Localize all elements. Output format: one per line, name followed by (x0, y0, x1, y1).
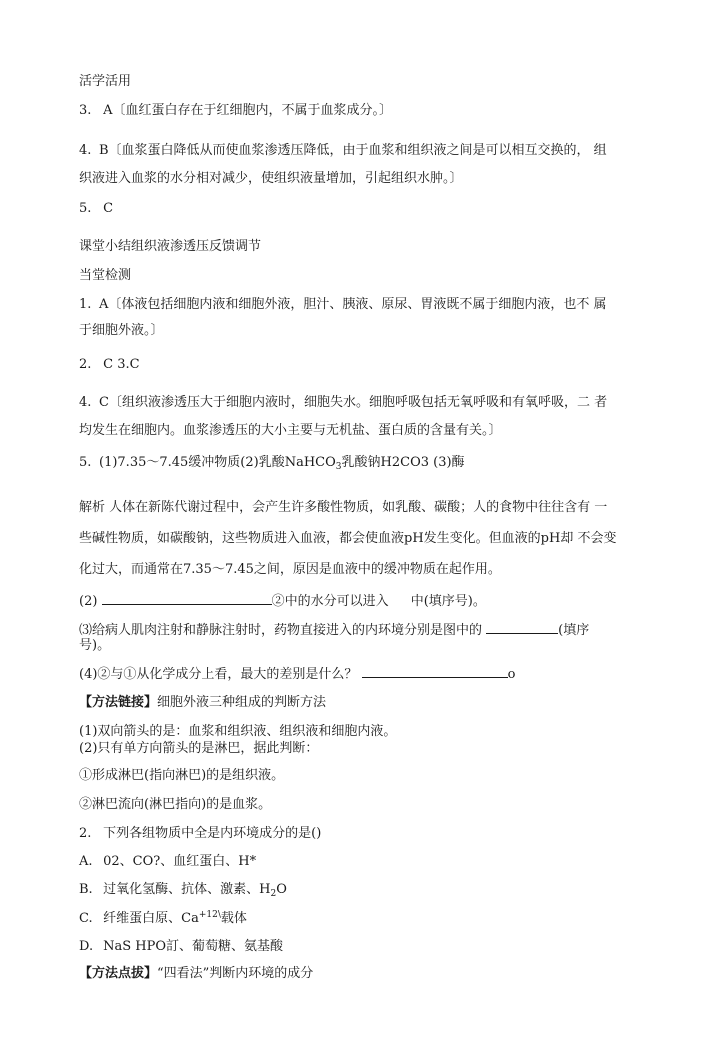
question-text: 下列各组物质中全是内环境成分的是() (103, 826, 322, 841)
option-label: A. (79, 854, 93, 869)
fill-blank-2 (79, 592, 638, 611)
answer-number: 5. (79, 455, 92, 470)
answer-number: 4. (79, 143, 92, 158)
question-2 (79, 825, 638, 843)
fill-blank-4 (79, 665, 638, 684)
check-4-line-1 (79, 394, 638, 412)
answer-text: A〔血红蛋白存在于红细胞内，不属于血浆成分。〕 (103, 103, 393, 118)
option-text: 载体 (220, 911, 247, 926)
answer-text: 乳酸钠H2CO3 (3)酶 (341, 455, 465, 470)
check-heading: 当堂检测 (79, 268, 132, 283)
answer-blank[interactable] (362, 665, 508, 678)
analysis-line-2: 些碱性物质，如碳酸钠，这些物质进入血液，都会使血液pH发生变化。但血液的pH却 不会变 (79, 531, 617, 546)
answer-number: 2. (79, 357, 92, 372)
answer-number: 5. (79, 201, 92, 216)
option-label: D. (79, 939, 94, 954)
question-number: 2. (79, 826, 92, 841)
subscript: 3 (335, 462, 342, 472)
option-label: C. (79, 911, 93, 926)
answer-number: 3. (79, 103, 92, 118)
answer-text: C (103, 201, 114, 216)
question-text: (4)②与①从化学成分上看，最大的差别是什么？ (79, 667, 358, 682)
answer-4-line-1 (79, 142, 638, 160)
subscript: 2 (270, 889, 277, 899)
check-2 (79, 356, 638, 374)
option-d (79, 938, 638, 956)
section-heading-apply: 活学活用 (79, 74, 132, 89)
method-title: 细胞外液三种组成的判断方法 (157, 695, 327, 710)
question-text: 中(填序号)。 (410, 594, 486, 609)
answer-5 (79, 200, 638, 218)
option-c (79, 910, 638, 928)
method-point-2: (2)只有单方向箭头的是淋巴，据此判断： (79, 741, 319, 756)
method-point-1: (1)双向箭头的是：血浆和组织液、组织液和细胞内液。 (79, 724, 397, 739)
question-text: o (507, 667, 516, 682)
summary-heading: 课堂小结组织液渗透压反馈调节 (79, 239, 262, 254)
method-point-3: ①形成淋巴(指向淋巴)的是组织液。 (79, 768, 285, 783)
option-text: 过氧化氢酶、抗体、激素、H (103, 882, 271, 897)
question-text: (填序 (558, 623, 590, 638)
method-tag: 【方法链接】 (79, 695, 158, 710)
answer-blank[interactable] (486, 621, 558, 634)
method-tag: 【方法点拔】 (79, 966, 158, 981)
option-a (79, 853, 638, 871)
option-b (79, 881, 638, 899)
option-label: B. (79, 882, 93, 897)
method-title: “四看法”判断内环境的成分 (157, 966, 314, 981)
check-4-line-2: 均发生在细胞内。血浆渗透压的大小主要与无机盐、蛋白质的含量有关。〕 (79, 423, 502, 438)
fill-blank-3-line-2: 号)。 (79, 638, 111, 653)
check-1-line-1 (79, 296, 638, 314)
method-tip (79, 965, 638, 983)
answer-text: A〔体液包括细胞内液和细胞外液，胆汁、胰液、原尿、胃液既不属于细胞内液，也不 属 (99, 297, 607, 312)
answer-text: C 3.C (103, 357, 140, 372)
method-point-4: ②淋巴流向(淋巴指向)的是血浆。 (79, 797, 272, 812)
question-text: ②中的水分可以进入 (271, 594, 389, 609)
question-prefix: (2) (79, 594, 98, 609)
option-text: 纤维蛋白原、Ca (103, 911, 199, 926)
answer-number: 4. (79, 395, 92, 410)
method-link (79, 694, 638, 712)
answer-number: 1. (79, 297, 92, 312)
answer-text (79, 142, 607, 160)
option-text: O (276, 882, 287, 897)
answer-text: (1)7.35～7.45缓冲物质(2)乳酸NaHCO (99, 455, 336, 470)
answer-4-line-2: 织液进入血浆的水分相对减少，使组织液量增加，引起组织水肿。〕 (79, 171, 463, 186)
analysis-line-3: 化过大，而通常在7.35～7.45之间，原因是血液中的缓冲物质在起作用。 (79, 562, 501, 577)
question-text: ⑶给病人肌肉注射和静脉注射时，药物直接进入的内环境分别是图中的 (79, 623, 483, 638)
analysis-line-1: 解析 人体在新陈代谢过程中，会产生许多酸性物质，如乳酸、碳酸；人的食物中往往含有 一 (79, 500, 608, 515)
answer-text: C〔组织液渗透压大于细胞内液时，细胞失水。细胞呼吸包括无氧呼吸和有氧呼吸，二 者 (99, 395, 608, 410)
answer-3 (79, 102, 638, 120)
option-text: 02、CO?、血红蛋白、H* (103, 854, 257, 869)
check-1-line-2: 于细胞外液。〕 (79, 323, 164, 338)
option-text: NaS HPO訂、葡萄糖、氨基酸 (103, 939, 284, 954)
answer-blank[interactable] (102, 592, 272, 605)
check-5 (79, 454, 638, 472)
superscript: +12\ (198, 910, 221, 920)
answer-text: B〔血浆蛋白降低从而使血浆渗透压降低，由于血浆和组织液之间是可以相互交换的， 组 (99, 143, 607, 158)
